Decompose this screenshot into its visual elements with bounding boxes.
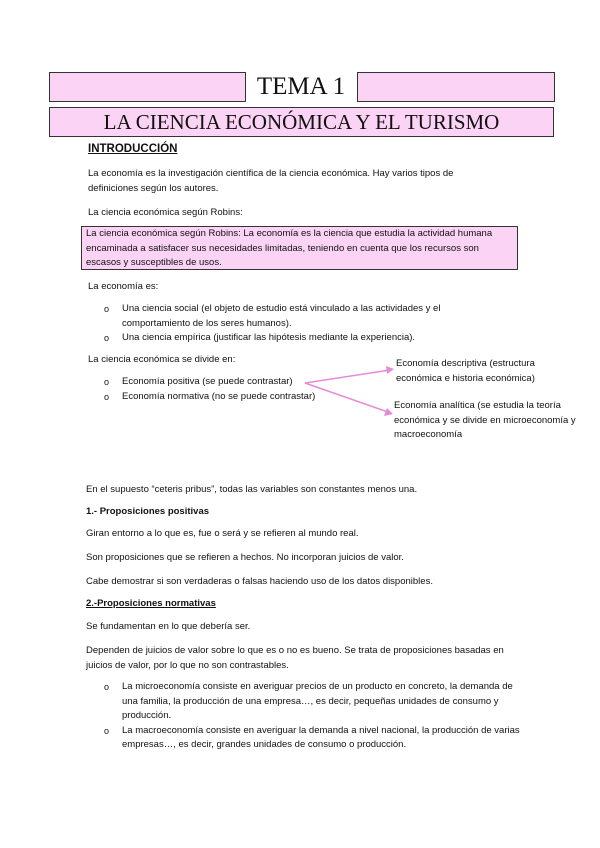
arrowhead-analitica — [384, 408, 393, 416]
heading-proposiciones-positivas: 1.- Proposiciones positivas — [86, 506, 210, 517]
normativas-paragraph-1: Se fundamentan en lo que debería ser. — [86, 621, 251, 632]
arrow-to-analitica — [305, 383, 388, 412]
page-subtitle: LA CIENCIA ECONÓMICA Y EL TURISMO — [49, 107, 554, 137]
title-bar-left — [49, 72, 246, 102]
list-item: o La microeconomía consiste en averiguar precios de un producto en concreto, la demanda de una familia, la producción de una empresa…, es decir, pequeñas unidades de consumo y producción. — [104, 680, 524, 724]
robins-label: La ciencia económica según Robins: — [88, 207, 243, 218]
arrow-to-descriptiva — [305, 370, 390, 383]
positivas-paragraph-1: Giran entorno a lo que es, fue o será y se refieren al mundo real. — [86, 528, 359, 539]
title-bar-right — [357, 72, 555, 102]
note-descriptiva: Economía descriptiva (estructura económica e historia económica) — [396, 358, 535, 384]
intro-paragraph: La economía es la investigación científica de la ciencia económica. Hay varios tipos de definiciones según los autores. — [88, 168, 454, 194]
list-item: o Economía normativa (no se puede contrastar) — [104, 390, 334, 405]
heading-proposiciones-normativas: 2.-Proposiciones normativas — [86, 598, 216, 609]
economia-es-list — [104, 302, 464, 346]
section-heading-introduccion: INTRODUCCIÓN — [88, 143, 178, 155]
robins-definition-box: La ciencia económica según Robins: La economía es la ciencia que estudia la actividad humana encaminada a satisfacer sus necesidades limitadas, teniendo en cuenta que los recursos son escasos y susceptibles de usos. — [81, 226, 518, 270]
economia-es-label: La economía es: — [88, 281, 159, 292]
divide-label: La ciencia económica se divide en: — [88, 354, 236, 365]
ceteris-paribus-paragraph: En el supuesto “ceteris pribus”, todas las variables son constantes menos una. — [86, 484, 418, 495]
normativas-paragraph-2: Dependen de juicios de valor sobre lo que es o no es bueno. Se trata de proposiciones basadas en juicios de valor, por lo que no son contrastables. — [86, 645, 504, 671]
page-title: TEMA 1 — [256, 73, 346, 100]
list-item: o Una ciencia social (el objeto de estudio está vinculado a las actividades y el comportamiento de los seres humanos). — [104, 302, 464, 331]
micro-macro-list — [104, 680, 524, 753]
branch-arrows — [300, 360, 400, 425]
positivas-paragraph-2: Son proposiciones que se refieren a hechos. No incorporan juicios de valor. — [86, 552, 404, 563]
list-item: o La macroeconomía consiste en averiguar la demanda a nivel nacional, la producción de varias empresas…, es decir, grandes unidades de consumo o producción. — [104, 724, 524, 753]
list-item: o Una ciencia empírica (justificar las hipótesis mediante la experiencia). — [104, 331, 464, 346]
list-item: o Economía positiva (se puede contrastar) — [104, 375, 334, 390]
note-analitica: Economía analítica (se estudia la teoría económica y se divide en microeconomía y macroeconomía — [394, 400, 576, 440]
positivas-paragraph-3: Cabe demostrar si son verdaderas o falsas haciendo uso de los datos disponibles. — [86, 576, 433, 587]
arrowhead-descriptiva — [386, 366, 394, 374]
